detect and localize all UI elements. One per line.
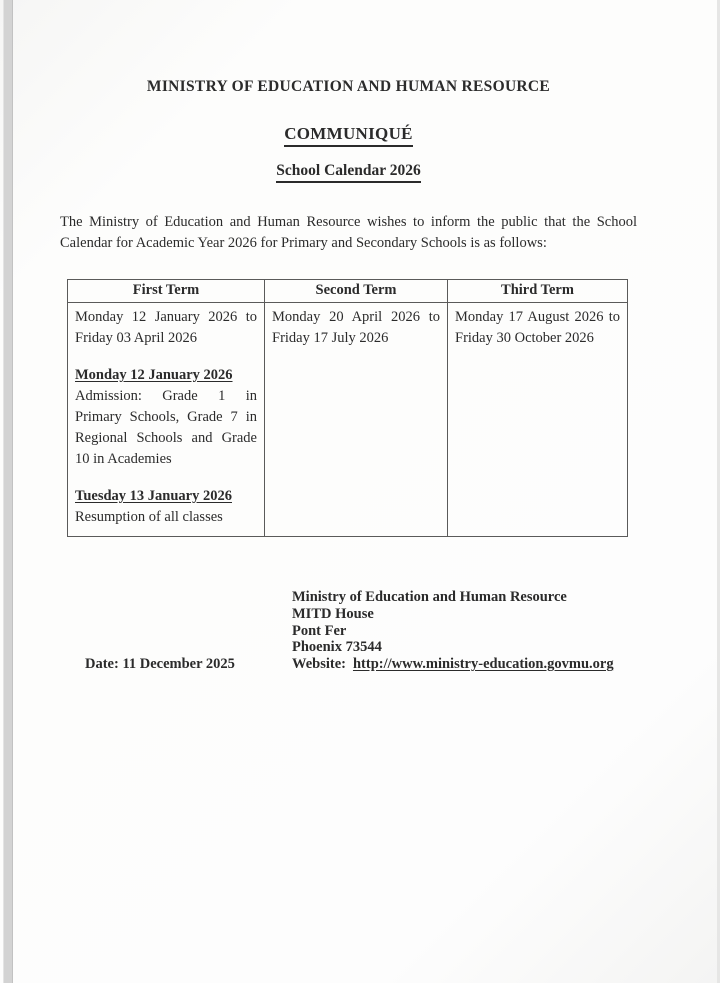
address-line-ministry: Ministry of Education and Human Resource	[292, 589, 567, 605]
third-term-cell	[448, 303, 628, 537]
website-line	[292, 656, 614, 673]
website-label: Website:	[292, 656, 346, 673]
third-term-date-range: Monday 17 August 2026 to Friday 30 October 2026	[455, 309, 620, 346]
column-header-second-term: Second Term	[265, 280, 448, 303]
column-header-first-term: First Term	[68, 280, 265, 303]
second-term-date-range: Monday 20 April 2026 to Friday 17 July 2026	[272, 309, 440, 346]
table-body-row	[68, 303, 628, 537]
document-content	[60, 0, 637, 673]
communique-title: COMMUNIQUÉ	[284, 124, 413, 147]
document-date: Date: 11 December 2025	[85, 655, 235, 672]
subject-heading-row	[60, 162, 637, 183]
event-description-admission: Admission: Grade 1 in Primary Schools, Grade 7 in Regional Schools and Grade 10 in Academies	[75, 388, 257, 467]
address-block	[292, 589, 614, 673]
event-date-resumption: Tuesday 13 January 2026	[75, 488, 232, 504]
school-calendar-table	[67, 279, 628, 537]
address-line-city: Phoenix 73544	[292, 639, 382, 656]
second-term-cell	[265, 303, 448, 537]
column-header-third-term: Third Term	[448, 280, 628, 303]
subject-title: School Calendar 2026	[276, 162, 420, 183]
event-description-resumption: Resumption of all classes	[75, 509, 223, 525]
first-term-date-range: Monday 12 January 2026 to Friday 03 April 2026	[75, 309, 257, 346]
address-line-building: MITD House	[292, 605, 374, 622]
scan-left-edge	[3, 0, 13, 983]
intro-paragraph: The Ministry of Education and Human Resource wishes to inform the public that the School Calendar for Academic Year 2026 for Primary and Secondary Schools is as follows:	[60, 214, 637, 251]
ministry-title: MINISTRY OF EDUCATION AND HUMAN RESOURCE	[146, 78, 551, 95]
website-link[interactable]: http://www.ministry-education.govmu.org	[352, 656, 614, 673]
document-footer	[60, 589, 637, 673]
event-date-admission: Monday 12 January 2026	[75, 367, 233, 383]
date-column	[60, 589, 292, 673]
communique-heading-row	[60, 124, 637, 147]
address-line-street: Pont Fer	[292, 622, 347, 639]
table-header-row	[68, 280, 628, 303]
first-term-cell	[68, 303, 265, 537]
